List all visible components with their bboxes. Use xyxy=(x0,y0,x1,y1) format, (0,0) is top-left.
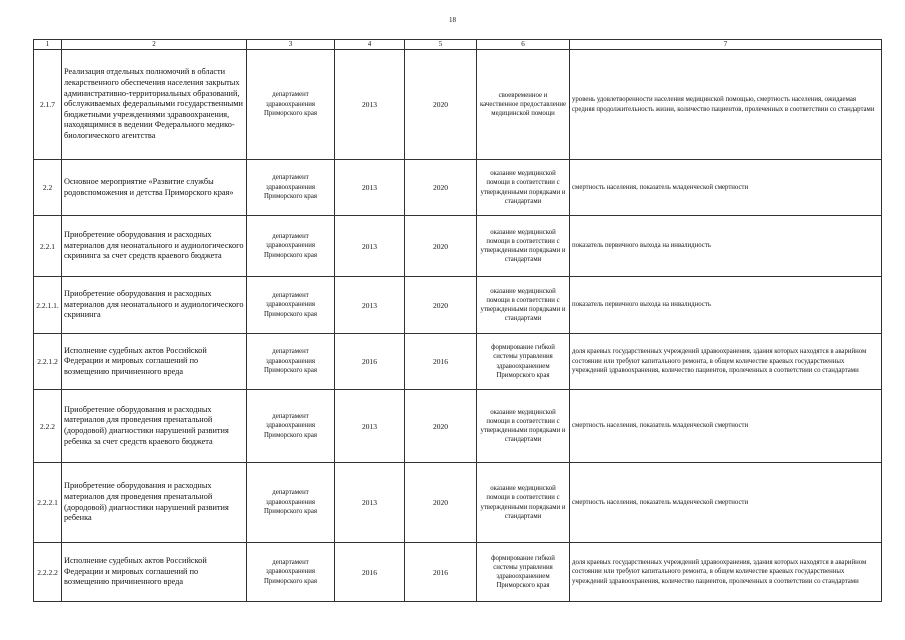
column-header: 5 xyxy=(405,40,477,50)
start-year: 2013 xyxy=(335,160,405,216)
expected-result: своевременное и качественное предоставление медицинской помощи xyxy=(477,50,570,160)
executor: департамент здравоохранения Приморского края xyxy=(247,277,335,334)
indicator: показатель первичного выхода на инвалидность xyxy=(570,216,882,277)
expected-result: формирование гибкой системы управления здравоохранением Приморского края xyxy=(477,334,570,390)
table-row xyxy=(34,216,882,277)
start-year: 2016 xyxy=(335,543,405,602)
row-number: 2.2.1.2 xyxy=(34,334,62,390)
indicator: смертность населения, показатель младенческой смертности xyxy=(570,160,882,216)
indicator: показатель первичного выхода на инвалидность xyxy=(570,277,882,334)
indicator: смертность населения, показатель младенческой смертности xyxy=(570,463,882,543)
measure-name: Реализация отдельных полномочий в области лекарственного обеспечения населения закрытых административно-территориальных образований, обслуживаемых федеральными государственными бюджетными учреждениями здравоохранения, находящимися в ведении Федерального медико-биологического агентства xyxy=(62,50,247,160)
table-row xyxy=(34,543,882,602)
measure-name: Основное мероприятие «Развитие службы родовспоможения и детства Приморского края» xyxy=(62,160,247,216)
column-header: 3 xyxy=(247,40,335,50)
row-number: 2.2.1 xyxy=(34,216,62,277)
measure-name: Приобретение оборудования и расходных материалов для проведения пренатальной (дородовой) диагностики нарушений развития ребенка xyxy=(62,463,247,543)
end-year: 2016 xyxy=(405,334,477,390)
expected-result: оказание медицинской помощи в соответствии с утвержденными порядками и стандартами xyxy=(477,390,570,463)
start-year: 2013 xyxy=(335,277,405,334)
start-year: 2013 xyxy=(335,216,405,277)
end-year: 2020 xyxy=(405,277,477,334)
executor: департамент здравоохранения Приморского края xyxy=(247,543,335,602)
table-row xyxy=(34,50,882,160)
row-number: 2.1.7 xyxy=(34,50,62,160)
end-year: 2020 xyxy=(405,216,477,277)
end-year: 2020 xyxy=(405,50,477,160)
table-row xyxy=(34,160,882,216)
indicator: уровень удовлетворенности населения медицинской помощью, смертность населения, ожидаемая средняя продолжительность жизни, количество пациентов, пролеченных в соответствии со стандартами xyxy=(570,50,882,160)
executor: департамент здравоохранения Приморского края xyxy=(247,216,335,277)
end-year: 2020 xyxy=(405,160,477,216)
start-year: 2013 xyxy=(335,463,405,543)
end-year: 2016 xyxy=(405,543,477,602)
row-number: 2.2.2.1 xyxy=(34,463,62,543)
column-header: 6 xyxy=(477,40,570,50)
measure-name: Приобретение оборудования и расходных материалов для неонатального и аудиологического скрининга за счет средств краевого бюджета xyxy=(62,216,247,277)
header-row xyxy=(34,40,882,50)
row-number: 2.2.1.1. xyxy=(34,277,62,334)
measure-name: Исполнение судебных актов Российской Федерации и мировых соглашений по возмещению причиненного вреда xyxy=(62,543,247,602)
program-measures-table xyxy=(33,39,882,602)
measure-name: Приобретение оборудования и расходных материалов для неонатального и аудиологического скрининга xyxy=(62,277,247,334)
column-header: 4 xyxy=(335,40,405,50)
column-header: 7 xyxy=(570,40,882,50)
table-row xyxy=(34,277,882,334)
expected-result: оказание медицинской помощи в соответствии с утвержденными порядками и стандартами xyxy=(477,463,570,543)
page-number: 18 xyxy=(449,16,456,24)
indicator: доля краевых государственных учреждений здравоохранения, здания которых находятся в аварийном состоянии или требуют капитального ремонта, в общем количестве краевых государственных учреждений здравоохранения, количество пациентов, пролеченных в соответствии со стандартами xyxy=(570,334,882,390)
start-year: 2013 xyxy=(335,50,405,160)
indicator: смертность населения, показатель младенческой смертности xyxy=(570,390,882,463)
table-row xyxy=(34,334,882,390)
executor: департамент здравоохранения Приморского края xyxy=(247,160,335,216)
table-row xyxy=(34,390,882,463)
end-year: 2020 xyxy=(405,390,477,463)
row-number: 2.2 xyxy=(34,160,62,216)
measure-name: Приобретение оборудования и расходных материалов для проведения пренатальной (дородовой) диагностики нарушений развития ребенка за счет средств краевого бюджета xyxy=(62,390,247,463)
end-year: 2020 xyxy=(405,463,477,543)
column-header: 2 xyxy=(62,40,247,50)
table-row xyxy=(34,463,882,543)
executor: департамент здравоохранения Приморского края xyxy=(247,463,335,543)
column-header: 1 xyxy=(34,40,62,50)
executor: департамент здравоохранения Приморского края xyxy=(247,334,335,390)
expected-result: оказание медицинской помощи в соответствии с утвержденными порядками и стандартами xyxy=(477,160,570,216)
expected-result: формирование гибкой системы управления здравоохранением Приморского края xyxy=(477,543,570,602)
expected-result: оказание медицинской помощи в соответствии с утвержденными порядками и стандартами xyxy=(477,277,570,334)
start-year: 2016 xyxy=(335,334,405,390)
measure-name: Исполнение судебных актов Российской Федерации и мировых соглашений по возмещению причиненного вреда xyxy=(62,334,247,390)
executor: департамент здравоохранения Приморского края xyxy=(247,390,335,463)
executor: департамент здравоохранения Приморского края xyxy=(247,50,335,160)
row-number: 2.2.2 xyxy=(34,390,62,463)
row-number: 2.2.2.2 xyxy=(34,543,62,602)
indicator: доля краевых государственных учреждений здравоохранения, здания которых находятся в аварийном состоянии или требуют капитального ремонта, в общем количестве краевых государственных учреждений здравоохранения, количество пациентов, пролеченных в соответствии со стандартами xyxy=(570,543,882,602)
start-year: 2013 xyxy=(335,390,405,463)
expected-result: оказание медицинской помощи в соответствии с утвержденными порядками и стандартами xyxy=(477,216,570,277)
